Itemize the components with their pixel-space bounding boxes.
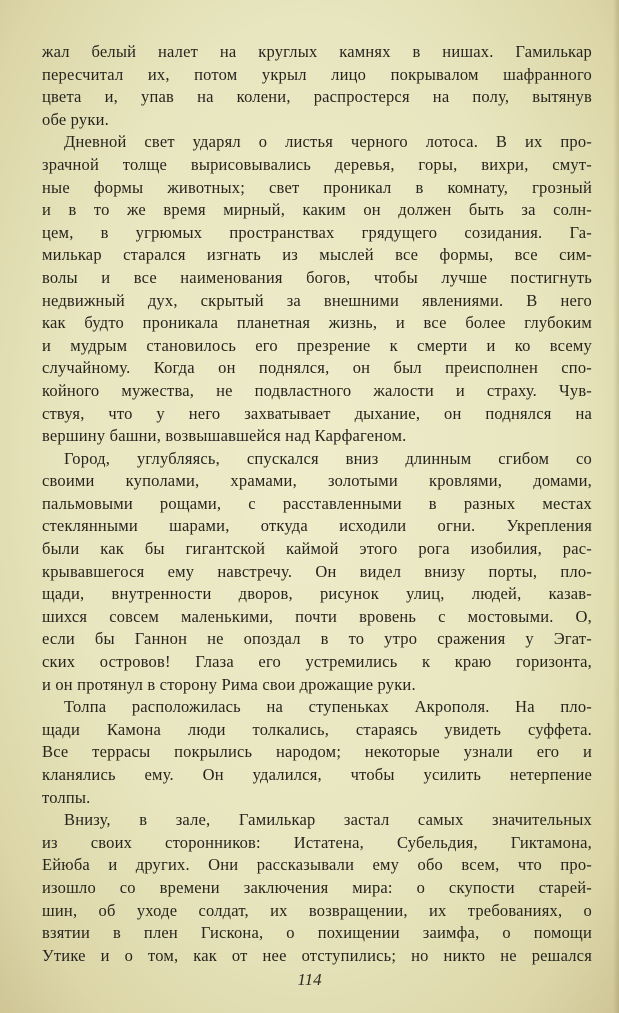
text-line: жал белый налет на круглых камнях в нишах. Гамилькар (42, 42, 592, 61)
text-line: пальмовыми рощами, с расставленными в разных местах (42, 493, 592, 513)
text-line: и он протянул в сторону Рима свои дрожащие руки. (42, 674, 416, 694)
text-line: Город, углубляясь, спускался вниз длинным сгибом со (64, 448, 592, 468)
text-line: если бы Ганнон не опоздал в то утро сражения у Эгат- (42, 629, 592, 649)
book-page-text (42, 41, 592, 967)
paragraph (42, 809, 592, 967)
text-line: ные формы животных; свет проникал в комнату, грозный (42, 177, 592, 197)
text-line: взятии в плен Гискона, о похищении заимфа, о помощи (42, 923, 592, 943)
text-line: шихся совсем маленькими, почти вровень с мостовыми. О, (42, 606, 592, 626)
text-line: Дневной свет ударял о листья черного лотоса. В их про- (64, 132, 592, 152)
text-line: недвижный дух, скрытый за внешними явлениями. В него (42, 290, 592, 310)
text-line: цем, в угрюмых пространствах грядущего созидания. Га- (42, 222, 592, 242)
page-edge-shadow (613, 0, 619, 1013)
text-line: Все террасы покрылись народом; некоторые узнали его и (42, 742, 592, 762)
text-line: случайному. Когда он поднялся, он был преисполнен спо- (42, 358, 592, 378)
text-line: ствуя, что у него захватывает дыхание, он поднялся на (42, 403, 592, 423)
paragraph (42, 131, 592, 447)
text-line: щади Камона люди толкались, стараясь увидеть суффета. (42, 719, 592, 739)
text-line: кланялись ему. Он удалился, чтобы усилить нетерпение (42, 765, 592, 784)
text-line: вершину башни, возвышавшейся над Карфагеном. (42, 426, 407, 446)
paragraph (42, 448, 592, 697)
text-line: своими куполами, храмами, золотыми кровлями, домами, (42, 471, 592, 491)
text-line: Ейюба и других. Они рассказывали ему обо всем, что про- (42, 855, 592, 875)
text-line: Внизу, в зале, Гамилькар застал самых значительных (64, 810, 592, 830)
text-line: щади, внутренности дворов, рисунок улиц, людей, казав- (42, 584, 592, 604)
text-line: как будто проникала планетная жизнь, и все более глубоким (42, 313, 592, 333)
text-line: и в то же время мирный, каким он должен быть за солн- (42, 200, 592, 220)
paragraph (42, 41, 592, 131)
text-line: крывавшегося ему навстречу. Он видел внизу порты, пло- (42, 561, 592, 581)
text-line: зрачной толще вырисовывались деревья, горы, вихри, смут- (42, 154, 592, 174)
text-line: милькар старался изгнать из мыслей все формы, все сим- (42, 245, 592, 265)
text-line: Утике и о том, как от нее отступились; но никто не решался (42, 945, 592, 965)
text-line: Толпа расположилась на ступеньках Акрополя. На пло- (64, 697, 592, 717)
text-line: ских островов! Глаза его устремились к краю горизонта, (42, 652, 592, 672)
text-line: обе руки. (42, 109, 109, 129)
page-number: 114 (297, 970, 322, 989)
text-line: толпы. (42, 787, 91, 807)
text-line: стеклянными шарами, откуда исходили огни. Укрепления (42, 516, 592, 536)
text-line: из своих сторонников: Истатена, Субельдия, Гиктамона, (42, 832, 592, 852)
text-line: шин, об уходе солдат, их возвращении, их требованиях, о (42, 900, 592, 920)
text-line: и мудрым становилось его презрение к смерти и ко всему (42, 335, 592, 355)
text-line: пересчитал их, потом укрыл лицо покрывалом шафранного (42, 64, 592, 84)
text-line: койного мужества, не подвластного жалости и страху. Чув- (42, 380, 592, 400)
text-line: волы и все наименования богов, чтобы лучше постигнуть (42, 267, 592, 287)
text-line: были как бы гигантской каймой этого рога изобилия, рас- (42, 539, 592, 559)
text-line: цвета и, упав на колени, распростерся на полу, вытянув (42, 87, 592, 107)
text-line: изошло со времени заключения мира: о скупости старей- (42, 877, 592, 897)
paragraph (42, 696, 592, 809)
